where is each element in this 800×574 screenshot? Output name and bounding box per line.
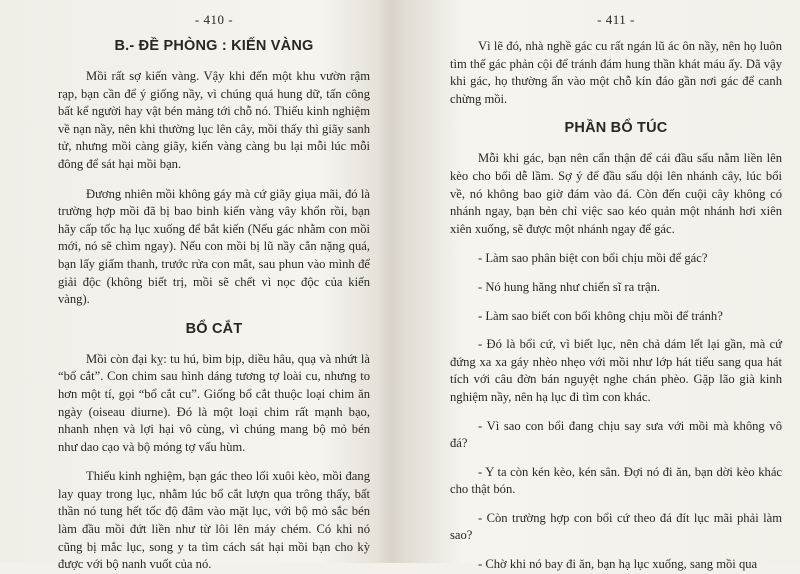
left-page [0,0,400,572]
section-heading-bo-cat: BỔ CẮT [185,320,243,337]
dialog-line: - Vì sao con bổi đang chịu say sưa với mồi mà không vô đá? [450,418,782,451]
dialog-line: - Làm sao biết con bổi không chịu mồi để tránh? [478,308,723,323]
paragraph: Vì lẽ đó, nhà nghề gác cu rất ngán lũ ác ôn nầy, nên họ luôn tìm thế gác phản cội để tránh đám hung thần khát máu ấy. Dã vậy khi gác, họ thường ẩn vào một chỗ kín đáo gần nơi gác để canh chừng mồi. [450,39,782,106]
page-number-left: - 410 - [194,12,234,27]
section-heading-kien-vang: B.- ĐỀ PHÒNG : KIẾN VÀNG [114,38,314,54]
paragraph: Mỗi khi gác, bạn nên cẩn thận để cái đầu sấu nằm liền lên kèo cho bổi dễ lầm. Sợ ý để đầu sấu dội lên nhánh cây, lúc bổi về, nó không bao giờ đám vào đá. Còn đến cuội cây không có nhánh ngay, bạn bẻn chỉ việc sao kéo quản một nhánh hơi xiên xiên xuống, sẽ được một nhánh ngay để gác. [450,151,782,236]
dialog-line: - Nó hung hăng như chiến sĩ ra trận. [478,279,661,294]
right-page [400,0,800,572]
dialog-line: - Đó là bổi cứ, vì biết lục, nên chả dám lết lại gần, mà cứ đứng xa xa gáy nhèo nhẹo với mồi như lớp hát tiểu sang qua hát tích với câu đờn bán nguyệt nghe chán phèo. Gặp lão già kinh nghiệm nầy, nên hạ lục đi tìm con khác. [450,337,782,404]
paragraph: Thiếu kinh nghiệm, bạn gác theo lối xuôi kèo, mồi đang lay quay trong lục, nhằm lúc bổ cắt lượn qua trông thấy, bất thần nó tung hết tốc độ đâm vào mặt lục, với bộ mỏ sắc bén làm đầu mồi đứt liền như từ lôi lên máy chém. Có khi nó cũng bị mắc lục, song y ta tìm cách sát hại mồi bạn cho kỳ được với bộ nanh vuốt của nó. [58,469,370,572]
section-heading-phan-bo-tuc: PHẦN BỔ TÚC [564,120,668,137]
dialog-line: - Y ta còn kén kèo, kén sân. Đợi nó đi ăn, bạn dời kèo khác cho thật bón. [450,464,782,497]
dialog-line: - Còn trường hợp con bổi cứ theo đá đít lục mãi phải làm sao? [450,510,782,543]
paragraph: Mồi rất sợ kiến vàng. Vậy khi đến một khu vườn rậm rạp, bạn cần để ý giống nầy, vì chúng quá hung dữ, tấn công bất kể người hay vật bén mảng tới chỗ nó. Thiếu kinh nghiệm về nạn nầy, nên khi thường lục lên cây, mồi thấy thì giãy sanh tử, nhưng mồi càng giãy, kiến vàng càng bu lại mỗi lúc mỗi đông để sát hại mồi bạn. [58,69,370,171]
paragraph: Mồi còn đại kỵ: tu hú, bìm bịp, diều hâu, quạ và nhứt là “bổ cắt”. Con chim sau hình dáng tương tợ loài cu, nhưng to hơn một tí, gọi “bổ cắt cu”. Giống bổ cắt thuộc loại chim ăn ngày (oiseau diurne). Đó là một loại chim rất mạnh bạo, nhanh nhẹn và lợi hại vô cùng, vì chúng mang bộ mỏ bén như dao cạo và bộ móng tợ vấu hùm. [58,351,370,454]
dialog-line: - Chờ khi nó bay đi ăn, bạn hạ lục xuống, sang mồi qua [478,557,758,572]
page-number-right: - 411 - [597,12,635,27]
dialog-line: - Làm sao phân biệt con bổi chịu mồi để gác? [478,251,708,266]
paragraph: Đương nhiên mồi không gáy mà cứ giãy giụa mãi, đó là trường hợp mồi đã bị bao binh kiến vàng vây khổn rồi, bạn hãy cấp tốc hạ lục xuống để bắt kiến (Nếu gác nhằm con mồi mới, nó sẽ chìm ngay). Nếu con mồi bị lũ nầy cắn nặng quá, bạn lấy giấm thanh, trước rửa con mắt, sau phun vào mình để giải độc (không biết trị, mồi sẽ chết vì nọc độc của kiến vàng). [58,186,370,307]
